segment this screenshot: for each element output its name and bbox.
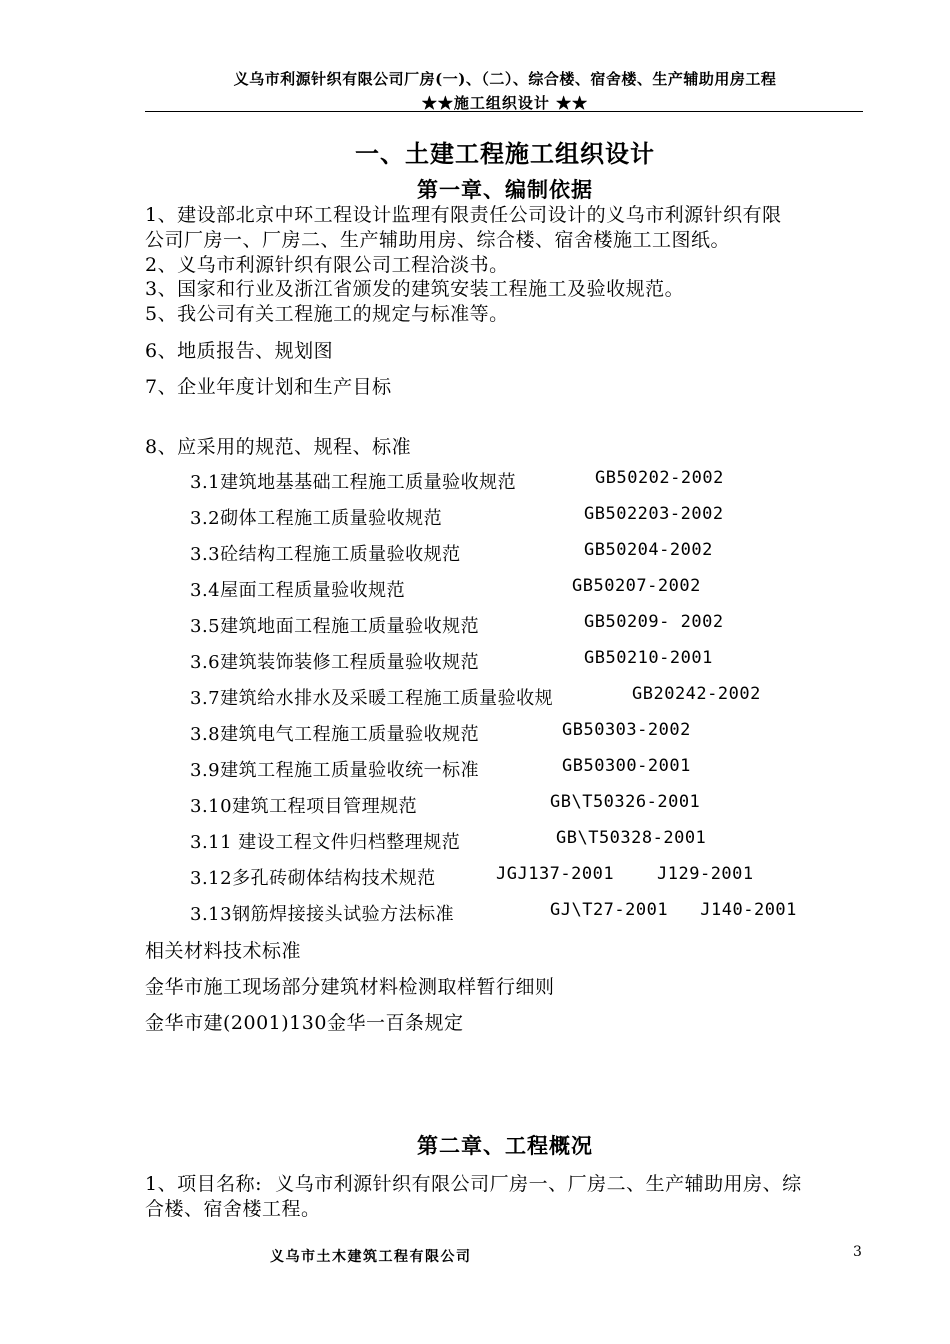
page-number: 3: [853, 1244, 862, 1260]
standard-code: GB\T50328-2001: [556, 828, 707, 848]
standard-code: GB502203-2002: [584, 504, 724, 524]
standard-name: 3.9建筑工程施工质量验收统一标准: [190, 760, 480, 781]
standard-name: 3.1建筑地基基础工程施工质量验收规范: [190, 472, 517, 493]
standard-name: 3.2砌体工程施工质量验收规范: [190, 508, 443, 529]
overview-line: 1、项目名称: 义乌市利源针织有限公司厂房一、厂房二、生产辅助用房、综: [145, 1173, 802, 1195]
standard-name: 3.11 建设工程文件归档整理规范: [190, 832, 461, 853]
standard-code: GB50210-2001: [584, 648, 713, 668]
standard-name: 3.7建筑给水排水及采暖工程施工质量验收规: [190, 688, 554, 709]
running-header-title: 义乌市利源针织有限公司厂房(一)、（二）、综合楼、宿舍楼、生产辅助用房工程: [233, 70, 777, 88]
standard-name: 3.6建筑装饰装修工程质量验收规范: [190, 652, 480, 673]
reference-line: 金华市建(2001)130金华一百条规定: [145, 1012, 464, 1034]
standard-code: GB50207-2002: [572, 576, 701, 596]
standard-name: 3.4屋面工程质量验收规范: [190, 580, 406, 601]
standard-name: 3.8建筑电气工程施工质量验收规范: [190, 724, 480, 745]
standard-code: JGJ137-2001 J129-2001: [496, 864, 754, 884]
running-header-subtitle: ★★施工组织设计 ★★: [421, 94, 589, 112]
standard-code: GB50300-2001: [562, 756, 691, 776]
basis-item: 3、国家和行业及浙江省颁发的建筑安装工程施工及验收规范。: [145, 278, 685, 300]
standard-code: GB50202-2002: [595, 468, 724, 488]
reference-line: 相关材料技术标准: [145, 940, 302, 962]
section-title: 一、土建工程施工组织设计: [355, 139, 655, 168]
standard-code: GB50204-2002: [584, 540, 713, 560]
basis-item: 7、企业年度计划和生产目标: [145, 376, 392, 398]
basis-item: 8、应采用的规范、规程、标准: [145, 436, 412, 458]
overview-line: 合楼、宿舍楼工程。: [145, 1198, 321, 1220]
standard-name: 3.10建筑工程项目管理规范: [190, 796, 418, 817]
header-rule: [145, 111, 863, 112]
standard-name: 3.13钢筋焊接接头试验方法标准: [190, 904, 455, 925]
basis-item: 公司厂房一、厂房二、生产辅助用房、综合楼、宿舍楼施工工图纸。: [145, 229, 731, 251]
standard-name: 3.12多孔砖砌体结构技术规范: [190, 868, 436, 889]
basis-item: 2、义乌市利源针织有限公司工程洽淡书。: [145, 254, 509, 276]
reference-line: 金华市施工现场部分建筑材料检测取样暂行细则: [145, 976, 555, 998]
chapter-heading: 第二章、工程概况: [417, 1133, 593, 1158]
standard-code: GB\T50326-2001: [550, 792, 701, 812]
basis-item: 6、地质报告、规划图: [145, 340, 334, 362]
standard-code: GB50303-2002: [562, 720, 691, 740]
standard-name: 3.5建筑地面工程施工质量验收规范: [190, 616, 480, 637]
footer-company: 义乌市土木建筑工程有限公司: [270, 1249, 472, 1265]
standard-code: GB20242-2002: [632, 684, 761, 704]
standard-code: GJ\T27-2001 J140-2001: [550, 900, 797, 920]
chapter-heading: 第一章、编制依据: [417, 177, 593, 202]
basis-item: 1、建设部北京中环工程设计监理有限责任公司设计的义乌市利源针织有限: [145, 204, 782, 226]
standard-name: 3.3砼结构工程施工质量验收规范: [190, 544, 461, 565]
standard-code: GB50209- 2002: [584, 612, 724, 632]
basis-item: 5、我公司有关工程施工的规定与标准等。: [145, 303, 509, 325]
